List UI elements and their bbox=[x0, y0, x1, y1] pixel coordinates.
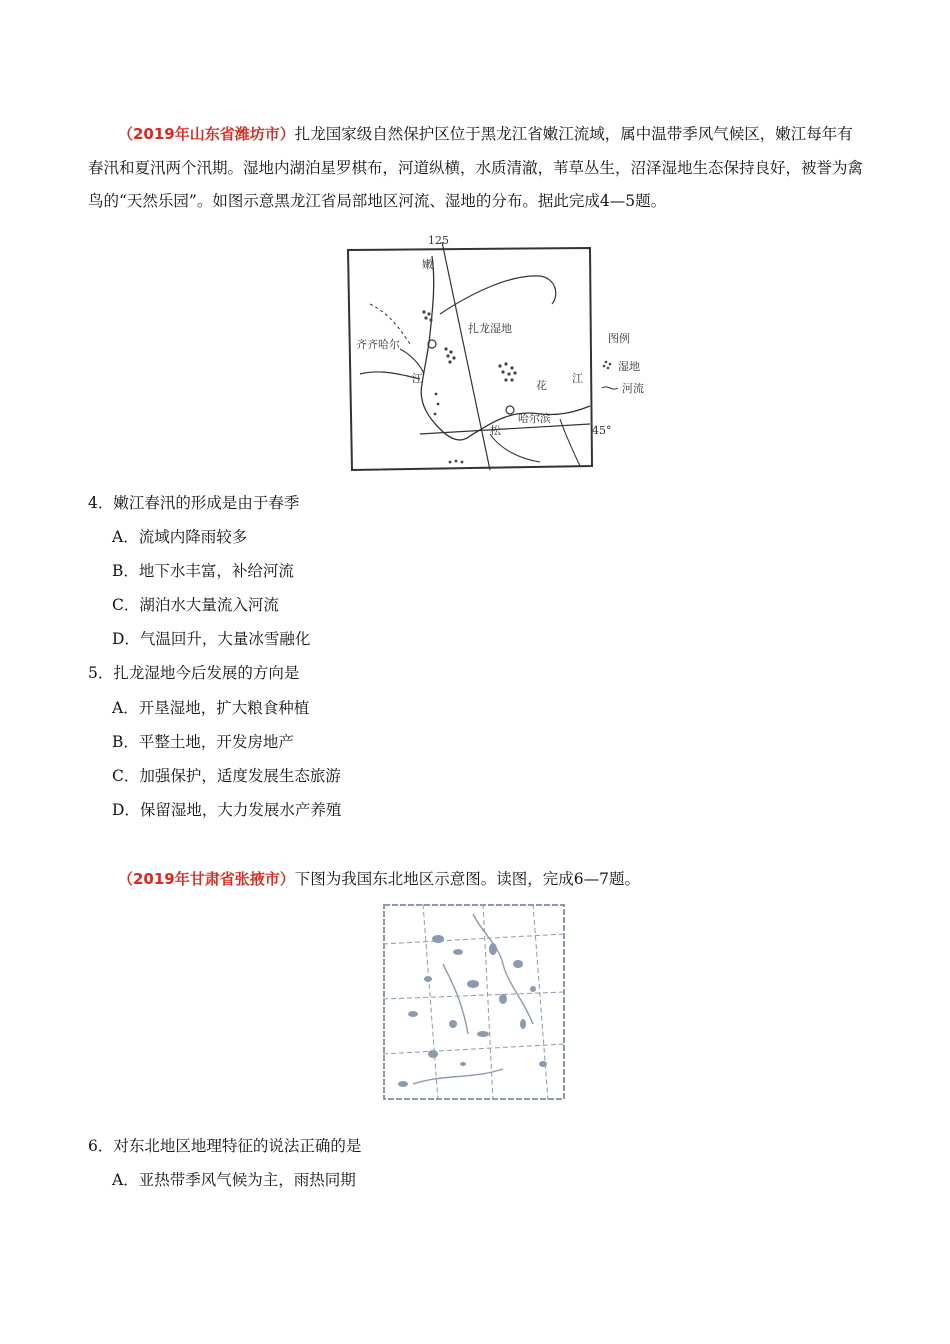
q4-option-b[interactable]: B．地下水丰富，补给河流 bbox=[112, 562, 294, 580]
intro-paragraph-6-7 bbox=[118, 868, 640, 890]
question-5-stem: 5．扎龙湿地今后发展的方向是 bbox=[88, 664, 300, 682]
map-heilongjiang-wetlands bbox=[340, 234, 660, 479]
q5-option-d[interactable]: D．保留湿地，大力发展水产养殖 bbox=[112, 801, 342, 819]
q6-option-a[interactable]: A．亚热带季风气候为主，雨热同期 bbox=[112, 1171, 356, 1189]
label-jiang: 江 bbox=[412, 372, 423, 385]
latitude-label: 45° bbox=[592, 424, 612, 437]
label-jiang2: 江 bbox=[572, 372, 583, 385]
intro-paragraph-4-5 bbox=[88, 118, 868, 219]
legend-title: 图例 bbox=[608, 332, 630, 345]
legend-wetland: 湿地 bbox=[618, 360, 640, 373]
intro-text-6-7: 下图为我国东北地区示意图。读图，完成6—7题。 bbox=[294, 870, 640, 888]
q4-option-d[interactable]: D．气温回升，大量冰雪融化 bbox=[112, 630, 311, 648]
question-6-stem: 6．对东北地区地理特征的说法正确的是 bbox=[88, 1137, 362, 1155]
q5-option-c[interactable]: C．加强保护，适度发展生态旅游 bbox=[112, 767, 341, 785]
map-northeast-china bbox=[383, 904, 565, 1100]
longitude-label: 125 bbox=[428, 234, 449, 247]
label-harbin: 哈尔滨 bbox=[518, 412, 551, 425]
label-qiqihar: 齐齐哈尔 bbox=[356, 338, 400, 351]
q4-option-c[interactable]: C．湖泊水大量流入河流 bbox=[112, 596, 279, 614]
label-hua: 花 bbox=[536, 379, 547, 392]
q4-option-a[interactable]: A．流域内降雨较多 bbox=[112, 528, 248, 546]
label-zhalong: 扎龙湿地 bbox=[468, 322, 512, 335]
q5-option-b[interactable]: B．平整土地，开发房地产 bbox=[112, 733, 294, 751]
label-nen: 嫩 bbox=[422, 258, 433, 271]
q5-option-a[interactable]: A．开垦湿地，扩大粮食种植 bbox=[112, 699, 310, 717]
label-song: 松 bbox=[490, 424, 501, 437]
intro-text-4-5: 扎龙国家级自然保护区位于黑龙江省嫩江流域，属中温带季风气候区，嫩江每年有春汛和夏汛两个汛期。湿地内湖泊星罗棋布，河道纵横，水质清澈，苇草丛生，沼泽湿地生态保持良好，被誉为禽鸟的“天然乐园”。如图示意黑龙江省局部地区河流、湿地的分布。据此完成4—5题。 bbox=[88, 125, 864, 210]
legend-river: 河流 bbox=[622, 382, 644, 395]
source-label-zhangye: （2019年甘肃省张掖市） bbox=[118, 870, 295, 888]
question-4-stem: 4．嫩江春汛的形成是由于春季 bbox=[88, 494, 300, 512]
source-label-weifang: （2019年山东省潍坊市） bbox=[118, 125, 295, 143]
